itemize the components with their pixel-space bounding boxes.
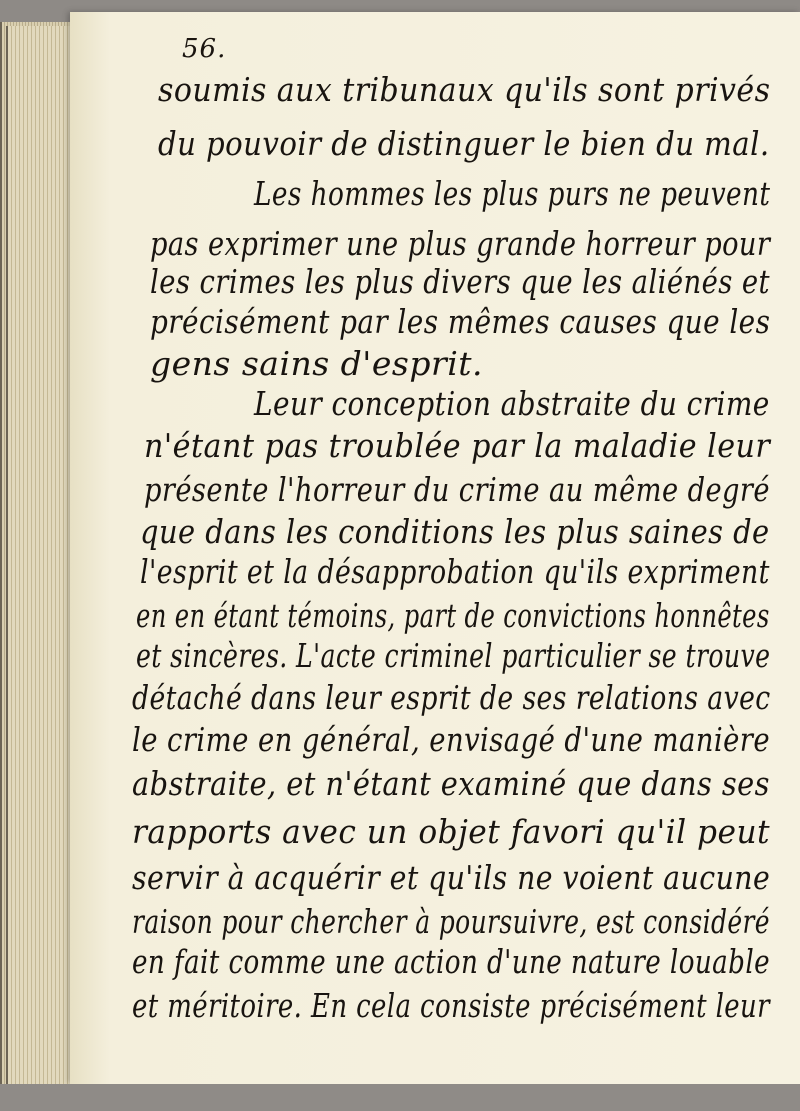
text-line: le crime en général, envisagé d'une manière	[132, 720, 771, 759]
text-line: et méritoire. En cela consiste précisément leur	[132, 986, 770, 1025]
text-line: n'étant pas troublée par la maladie leur	[144, 426, 771, 465]
text-line: abstraite, et n'étant examiné que dans ses	[132, 764, 770, 803]
manuscript-page	[70, 12, 800, 1084]
text-line: raison pour chercher à poursuivre, est considéré	[132, 902, 770, 941]
text-line: du pouvoir de distinguer le bien du mal.	[158, 124, 770, 163]
text-line: Leur conception abstraite du crime	[254, 384, 770, 423]
text-line: rapports avec un objet favori qu'il peut	[132, 812, 771, 851]
text-line: et sincères. L'acte criminel particulier se trouve	[136, 636, 771, 675]
background-strip	[0, 1084, 800, 1111]
text-line: en en étant témoins, part de convictions honnêtes	[136, 596, 770, 635]
text-line: précisément par les mêmes causes que les	[150, 302, 771, 341]
text-line: servir à acquérir et qu'ils ne voient aucune	[132, 858, 771, 897]
text-line: détaché dans leur esprit de ses relations avec	[132, 678, 771, 717]
text-line: gens sains d'esprit.	[150, 344, 484, 383]
text-line: en fait comme une action d'une nature louable	[132, 942, 771, 981]
text-line: pas exprimer une plus grande horreur pour	[150, 224, 771, 263]
text-line: Les hommes les plus purs ne peuvent	[254, 174, 771, 213]
text-line: que dans les conditions les plus saines de	[140, 512, 770, 551]
text-line: les crimes les plus divers que les aliénés et	[150, 262, 771, 301]
page-number: 56.	[182, 34, 227, 64]
text-line: présente l'horreur du crime au même degré	[144, 470, 770, 509]
text-line: soumis aux tribunaux qu'ils sont privés	[158, 70, 771, 109]
text-line: l'esprit et la désapprobation qu'ils expriment	[140, 552, 770, 591]
